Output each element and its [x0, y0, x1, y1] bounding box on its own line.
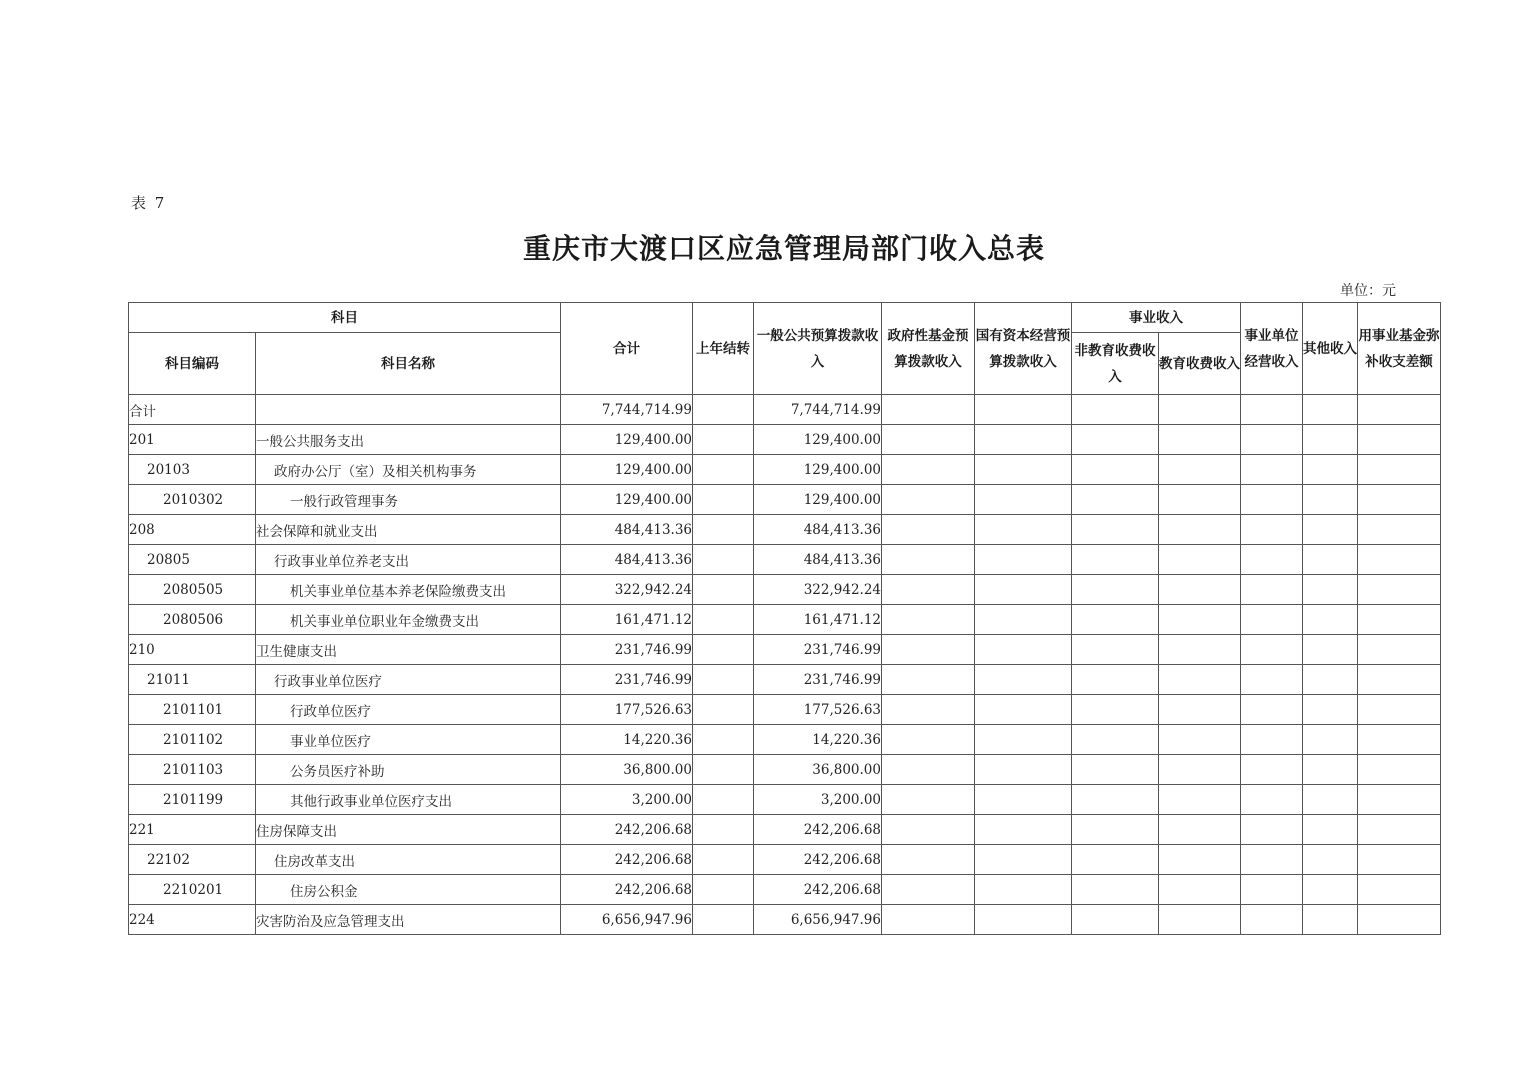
cell-other	[1303, 455, 1358, 485]
cell-non-edu-fee	[1072, 455, 1159, 485]
cell-code: 2101103	[129, 755, 256, 785]
cell-carryover	[693, 815, 754, 845]
header-general-budget: 一般公共预算拨款收入	[754, 303, 882, 395]
cell-code: 20805	[129, 545, 256, 575]
cell-code: 2210201	[129, 875, 256, 905]
cell-general-budget: 3,200.00	[754, 785, 882, 815]
cell-general-budget: 129,400.00	[754, 425, 882, 455]
cell-edu-fee	[1159, 905, 1241, 935]
cell-gov-fund	[882, 665, 975, 695]
cell-carryover	[693, 455, 754, 485]
cell-total: 242,206.68	[561, 815, 693, 845]
cell-edu-fee	[1159, 455, 1241, 485]
header-name: 科目名称	[256, 333, 561, 395]
cell-code: 210	[129, 635, 256, 665]
cell-carryover	[693, 785, 754, 815]
cell-carryover	[693, 725, 754, 755]
cell-name: 灾害防治及应急管理支出	[256, 905, 561, 935]
table-row	[129, 755, 1441, 785]
cell-fund-make-up	[1358, 425, 1441, 455]
cell-edu-fee	[1159, 815, 1241, 845]
cell-gov-fund	[882, 575, 975, 605]
cell-general-budget: 322,942.24	[754, 575, 882, 605]
cell-carryover	[693, 905, 754, 935]
cell-state-capital	[975, 725, 1072, 755]
cell-other	[1303, 845, 1358, 875]
cell-state-capital	[975, 905, 1072, 935]
cell-fund-make-up	[1358, 635, 1441, 665]
cell-fund-make-up	[1358, 755, 1441, 785]
cell-code: 201	[129, 425, 256, 455]
cell-edu-fee	[1159, 725, 1241, 755]
table-row	[129, 395, 1441, 425]
cell-fund-make-up	[1358, 395, 1441, 425]
cell-carryover	[693, 755, 754, 785]
cell-name: 社会保障和就业支出	[256, 515, 561, 545]
cell-non-edu-fee	[1072, 875, 1159, 905]
table-row	[129, 725, 1441, 755]
cell-state-capital	[975, 485, 1072, 515]
cell-state-capital	[975, 395, 1072, 425]
cell-total: 177,526.63	[561, 695, 693, 725]
table-row	[129, 575, 1441, 605]
cell-fund-make-up	[1358, 815, 1441, 845]
header-gov-fund: 政府性基金预算拨款收入	[882, 303, 975, 395]
cell-general-budget: 484,413.36	[754, 515, 882, 545]
cell-code: 2080506	[129, 605, 256, 635]
cell-non-edu-fee	[1072, 695, 1159, 725]
cell-edu-fee	[1159, 395, 1241, 425]
cell-state-capital	[975, 515, 1072, 545]
table-body	[129, 395, 1441, 935]
table-row	[129, 425, 1441, 455]
table-row	[129, 815, 1441, 845]
cell-gov-fund	[882, 725, 975, 755]
cell-gov-fund	[882, 785, 975, 815]
cell-other	[1303, 545, 1358, 575]
cell-other	[1303, 695, 1358, 725]
cell-name: 其他行政事业单位医疗支出	[256, 785, 561, 815]
cell-name: 住房改革支出	[256, 845, 561, 875]
cell-code: 208	[129, 515, 256, 545]
header-edu-fee: 教育收费收入	[1159, 333, 1241, 395]
cell-other	[1303, 815, 1358, 845]
cell-other	[1303, 575, 1358, 605]
cell-unit-operating	[1241, 545, 1303, 575]
cell-total: 3,200.00	[561, 785, 693, 815]
table-row	[129, 635, 1441, 665]
cell-gov-fund	[882, 905, 975, 935]
cell-unit-operating	[1241, 575, 1303, 605]
cell-non-edu-fee	[1072, 395, 1159, 425]
cell-other	[1303, 635, 1358, 665]
cell-unit-operating	[1241, 395, 1303, 425]
cell-edu-fee	[1159, 785, 1241, 815]
cell-code: 2080505	[129, 575, 256, 605]
cell-edu-fee	[1159, 545, 1241, 575]
table-row	[129, 845, 1441, 875]
cell-unit-operating	[1241, 485, 1303, 515]
cell-gov-fund	[882, 605, 975, 635]
cell-edu-fee	[1159, 515, 1241, 545]
cell-fund-make-up	[1358, 725, 1441, 755]
cell-non-edu-fee	[1072, 605, 1159, 635]
cell-carryover	[693, 425, 754, 455]
cell-code: 224	[129, 905, 256, 935]
cell-carryover	[693, 635, 754, 665]
cell-total: 129,400.00	[561, 455, 693, 485]
cell-fund-make-up	[1358, 575, 1441, 605]
cell-name: 机关事业单位职业年金缴费支出	[256, 605, 561, 635]
cell-state-capital	[975, 425, 1072, 455]
cell-total: 322,942.24	[561, 575, 693, 605]
table-row	[129, 485, 1441, 515]
cell-other	[1303, 755, 1358, 785]
cell-code: 221	[129, 815, 256, 845]
cell-code: 2101101	[129, 695, 256, 725]
cell-fund-make-up	[1358, 515, 1441, 545]
cell-other	[1303, 425, 1358, 455]
cell-state-capital	[975, 635, 1072, 665]
cell-total: 161,471.12	[561, 605, 693, 635]
cell-state-capital	[975, 605, 1072, 635]
cell-fund-make-up	[1358, 695, 1441, 725]
cell-other	[1303, 725, 1358, 755]
cell-name: 行政事业单位养老支出	[256, 545, 561, 575]
cell-gov-fund	[882, 635, 975, 665]
cell-general-budget: 7,744,714.99	[754, 395, 882, 425]
cell-other	[1303, 485, 1358, 515]
table-row	[129, 455, 1441, 485]
cell-edu-fee	[1159, 635, 1241, 665]
cell-edu-fee	[1159, 485, 1241, 515]
cell-general-budget: 484,413.36	[754, 545, 882, 575]
cell-carryover	[693, 845, 754, 875]
cell-unit-operating	[1241, 455, 1303, 485]
cell-total: 7,744,714.99	[561, 395, 693, 425]
cell-gov-fund	[882, 455, 975, 485]
cell-edu-fee	[1159, 605, 1241, 635]
cell-non-edu-fee	[1072, 575, 1159, 605]
cell-fund-make-up	[1358, 545, 1441, 575]
cell-fund-make-up	[1358, 845, 1441, 875]
cell-name: 机关事业单位基本养老保险缴费支出	[256, 575, 561, 605]
cell-name: 一般公共服务支出	[256, 425, 561, 455]
cell-non-edu-fee	[1072, 485, 1159, 515]
cell-total: 14,220.36	[561, 725, 693, 755]
unit-label: 单位：元	[1340, 283, 1396, 299]
cell-non-edu-fee	[1072, 725, 1159, 755]
cell-fund-make-up	[1358, 875, 1441, 905]
cell-carryover	[693, 545, 754, 575]
cell-unit-operating	[1241, 605, 1303, 635]
cell-name: 行政事业单位医疗	[256, 665, 561, 695]
cell-total: 231,746.99	[561, 665, 693, 695]
cell-state-capital	[975, 695, 1072, 725]
cell-non-edu-fee	[1072, 785, 1159, 815]
cell-other	[1303, 665, 1358, 695]
cell-other	[1303, 395, 1358, 425]
cell-edu-fee	[1159, 755, 1241, 785]
cell-gov-fund	[882, 755, 975, 785]
cell-unit-operating	[1241, 755, 1303, 785]
cell-non-edu-fee	[1072, 635, 1159, 665]
cell-total: 36,800.00	[561, 755, 693, 785]
cell-carryover	[693, 575, 754, 605]
cell-unit-operating	[1241, 875, 1303, 905]
header-state-capital: 国有资本经营预算拨款收入	[975, 303, 1072, 395]
header-non-edu-fee: 非教育收费收入	[1072, 333, 1159, 395]
cell-edu-fee	[1159, 665, 1241, 695]
cell-non-edu-fee	[1072, 425, 1159, 455]
cell-gov-fund	[882, 485, 975, 515]
cell-other	[1303, 515, 1358, 545]
cell-general-budget: 231,746.99	[754, 635, 882, 665]
cell-state-capital	[975, 455, 1072, 485]
cell-name: 政府办公厅（室）及相关机构事务	[256, 455, 561, 485]
cell-state-capital	[975, 575, 1072, 605]
cell-carryover	[693, 515, 754, 545]
cell-state-capital	[975, 785, 1072, 815]
cell-non-edu-fee	[1072, 545, 1159, 575]
cell-code: 合计	[129, 395, 256, 425]
cell-general-budget: 242,206.68	[754, 875, 882, 905]
cell-gov-fund	[882, 875, 975, 905]
cell-other	[1303, 605, 1358, 635]
cell-fund-make-up	[1358, 605, 1441, 635]
cell-non-edu-fee	[1072, 845, 1159, 875]
cell-other	[1303, 905, 1358, 935]
table-row	[129, 515, 1441, 545]
cell-code: 22102	[129, 845, 256, 875]
cell-non-edu-fee	[1072, 905, 1159, 935]
cell-code: 2101199	[129, 785, 256, 815]
header-business-income: 事业收入	[1072, 303, 1241, 333]
cell-edu-fee	[1159, 575, 1241, 605]
cell-name: 卫生健康支出	[256, 635, 561, 665]
cell-total: 129,400.00	[561, 425, 693, 455]
table-row	[129, 665, 1441, 695]
cell-total: 6,656,947.96	[561, 905, 693, 935]
cell-edu-fee	[1159, 425, 1241, 455]
cell-code: 2010302	[129, 485, 256, 515]
cell-general-budget: 231,746.99	[754, 665, 882, 695]
table-row	[129, 875, 1441, 905]
table-row	[129, 905, 1441, 935]
cell-carryover	[693, 395, 754, 425]
cell-unit-operating	[1241, 515, 1303, 545]
table-row	[129, 545, 1441, 575]
header-subject: 科目	[129, 303, 561, 333]
cell-fund-make-up	[1358, 485, 1441, 515]
cell-state-capital	[975, 845, 1072, 875]
table-row	[129, 785, 1441, 815]
cell-gov-fund	[882, 515, 975, 545]
header-carryover: 上年结转	[693, 303, 754, 395]
cell-other	[1303, 875, 1358, 905]
cell-name: 事业单位医疗	[256, 725, 561, 755]
cell-general-budget: 6,656,947.96	[754, 905, 882, 935]
cell-code: 2101102	[129, 725, 256, 755]
cell-gov-fund	[882, 425, 975, 455]
cell-gov-fund	[882, 545, 975, 575]
cell-name	[256, 395, 561, 425]
table-row	[129, 605, 1441, 635]
cell-non-edu-fee	[1072, 815, 1159, 845]
cell-gov-fund	[882, 695, 975, 725]
header-fund-make-up: 用事业基金弥补收支差额	[1358, 303, 1441, 395]
cell-state-capital	[975, 755, 1072, 785]
cell-unit-operating	[1241, 695, 1303, 725]
cell-unit-operating	[1241, 425, 1303, 455]
cell-state-capital	[975, 545, 1072, 575]
cell-unit-operating	[1241, 845, 1303, 875]
cell-code: 21011	[129, 665, 256, 695]
cell-general-budget: 242,206.68	[754, 815, 882, 845]
cell-non-edu-fee	[1072, 515, 1159, 545]
cell-gov-fund	[882, 815, 975, 845]
cell-carryover	[693, 695, 754, 725]
header-unit-operating: 事业单位经营收入	[1241, 303, 1303, 395]
cell-unit-operating	[1241, 635, 1303, 665]
cell-total: 484,413.36	[561, 515, 693, 545]
cell-carryover	[693, 665, 754, 695]
cell-state-capital	[975, 665, 1072, 695]
cell-general-budget: 129,400.00	[754, 455, 882, 485]
cell-gov-fund	[882, 395, 975, 425]
header-code: 科目编码	[129, 333, 256, 395]
header-other: 其他收入	[1303, 303, 1358, 395]
cell-unit-operating	[1241, 815, 1303, 845]
cell-code: 20103	[129, 455, 256, 485]
cell-general-budget: 14,220.36	[754, 725, 882, 755]
cell-edu-fee	[1159, 845, 1241, 875]
cell-fund-make-up	[1358, 455, 1441, 485]
cell-total: 242,206.68	[561, 875, 693, 905]
cell-carryover	[693, 875, 754, 905]
cell-general-budget: 36,800.00	[754, 755, 882, 785]
cell-name: 行政单位医疗	[256, 695, 561, 725]
cell-other	[1303, 785, 1358, 815]
cell-state-capital	[975, 815, 1072, 845]
cell-total: 484,413.36	[561, 545, 693, 575]
cell-name: 住房保障支出	[256, 815, 561, 845]
cell-general-budget: 242,206.68	[754, 845, 882, 875]
header-total: 合计	[561, 303, 693, 395]
income-table	[128, 302, 1441, 935]
cell-non-edu-fee	[1072, 755, 1159, 785]
cell-fund-make-up	[1358, 905, 1441, 935]
cell-state-capital	[975, 875, 1072, 905]
table-number: 表 7	[131, 194, 167, 212]
cell-fund-make-up	[1358, 665, 1441, 695]
cell-general-budget: 129,400.00	[754, 485, 882, 515]
cell-general-budget: 177,526.63	[754, 695, 882, 725]
cell-non-edu-fee	[1072, 665, 1159, 695]
cell-total: 231,746.99	[561, 635, 693, 665]
cell-unit-operating	[1241, 905, 1303, 935]
cell-unit-operating	[1241, 725, 1303, 755]
cell-edu-fee	[1159, 695, 1241, 725]
cell-name: 住房公积金	[256, 875, 561, 905]
cell-total: 129,400.00	[561, 485, 693, 515]
cell-carryover	[693, 605, 754, 635]
document-title: 重庆市大渡口区应急管理局部门收入总表	[522, 232, 1045, 265]
cell-fund-make-up	[1358, 785, 1441, 815]
cell-name: 一般行政管理事务	[256, 485, 561, 515]
cell-gov-fund	[882, 845, 975, 875]
cell-edu-fee	[1159, 875, 1241, 905]
table-row	[129, 695, 1441, 725]
cell-total: 242,206.68	[561, 845, 693, 875]
cell-unit-operating	[1241, 785, 1303, 815]
cell-general-budget: 161,471.12	[754, 605, 882, 635]
cell-name: 公务员医疗补助	[256, 755, 561, 785]
cell-carryover	[693, 485, 754, 515]
cell-unit-operating	[1241, 665, 1303, 695]
